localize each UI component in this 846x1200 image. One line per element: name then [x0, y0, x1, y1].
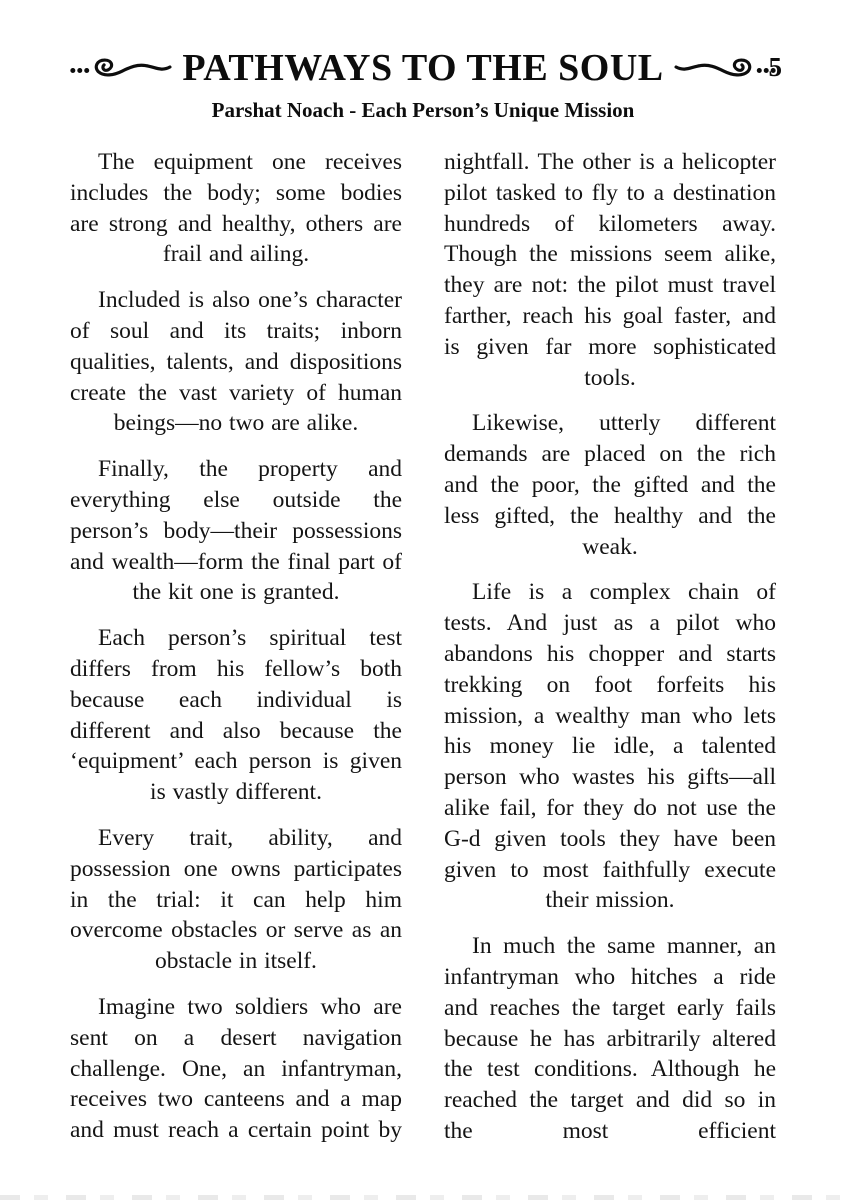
page-number: 5 — [768, 52, 782, 82]
paragraph: Life is a complex chain of tests. And just as a pilot who abandons his chopper and starts trekking on foot forfeits his mission, a wealthy man who lets his money lie idle, a talented person who wastes his gifts—all alike fail, for they do not use the G-d given tools they have been given to most faithfully execute their mission. — [444, 579, 776, 914]
flourish-left-icon — [68, 50, 172, 84]
paragraph-continued: Imagine two soldiers who are sent on a desert navigation challenge. One, an infantryman, receives two canteens and a map and must reach a certain point by — [70, 994, 402, 1144]
two-column-text — [0, 122, 846, 1162]
paragraph-continuation: nightfall. The other is a helicopter pilot tasked to fly to a destination hundreds of kilometers away. Though the missions seem alike, they are not: the pilot must travel farther, reach his goal faster, and is given far more sophisticated tools. — [444, 149, 776, 391]
paragraph: Likewise, utterly different demands are placed on the rich and the poor, the gifted and the less gifted, the healthy and the weak. — [444, 410, 776, 560]
page-title: PATHWAYS TO THE SOUL — [182, 47, 664, 89]
page-subtitle: Parshat Noach - Each Person’s Unique Mission — [211, 98, 635, 122]
paragraph: Included is also one’s character of soul and its traits; inborn qualities, talents, and dispositions create the vast variety of human beings—no two are alike. — [70, 287, 402, 437]
paragraph: Each person’s spiritual test differs from his fellow’s both because each individual is different and also because the ‘equipment’ each person is given is vastly different. — [70, 625, 402, 806]
page-header — [0, 0, 846, 122]
paragraph: Every trait, ability, and possession one owns participates in the trial: it can help him overcome obstacles or serve as an obstacle in itself. — [70, 825, 402, 975]
right-column — [444, 147, 776, 1162]
page-bottom-cutoff-artifact — [0, 1195, 846, 1200]
paragraph: Finally, the property and everything else outside the person’s body—their possessions and wealth—form the final part of the kit one is granted. — [70, 456, 402, 606]
title-row — [0, 44, 846, 90]
left-column — [70, 147, 402, 1162]
flourish-right-icon — [674, 50, 778, 84]
paragraph: The equipment one receives includes the body; some bodies are strong and healthy, others are frail and ailing. — [70, 149, 402, 268]
paragraph-continued: In much the same manner, an infantryman who hitches a ride and reaches the target early fails because he has arbitrarily altered the test conditions. Although he reached the target and did so in the most efficient — [444, 933, 776, 1144]
